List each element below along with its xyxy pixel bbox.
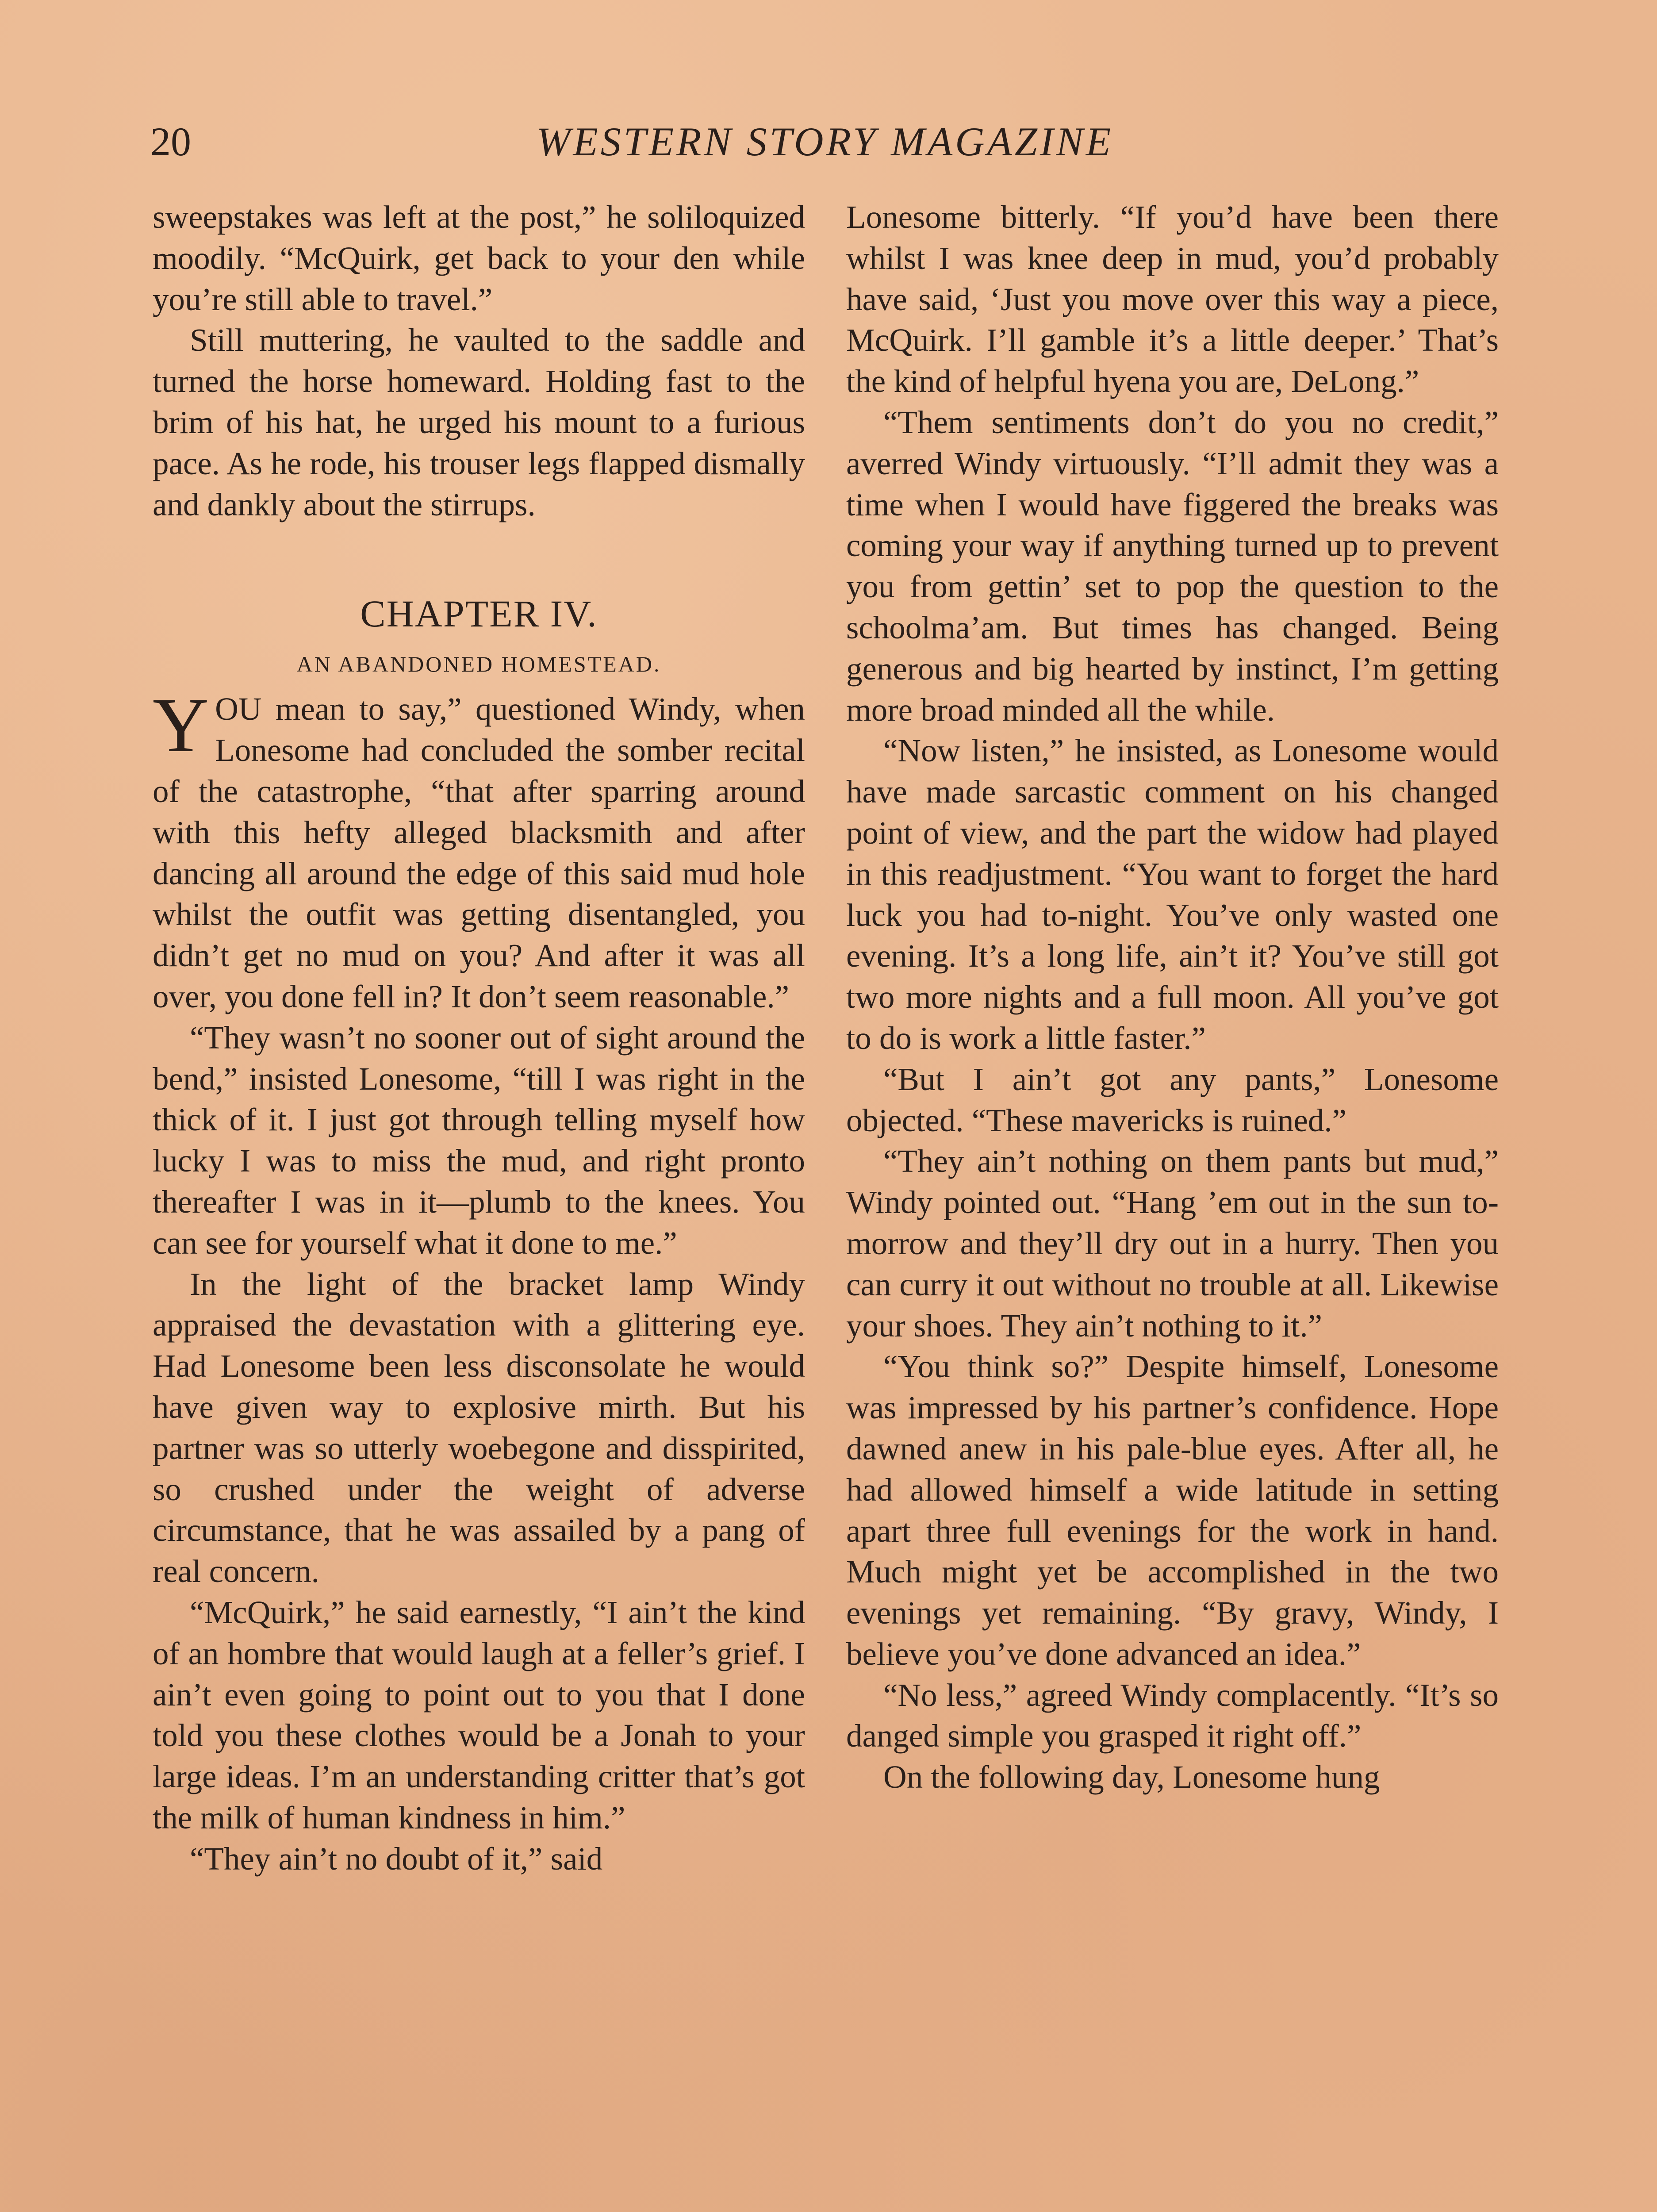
- page-header: [150, 113, 1500, 170]
- paragraph: In the light of the bracket lamp Windy appraised the devastation with a glittering eye. Had Lonesome been less disconsolate he would have given way to explosive mirth. But his partner was so utterly woebegone and disspirited, so crushed under the weight of adverse circumstance, that he was assailed by a pang of real concern.: [153, 1266, 805, 1590]
- paragraph: On the following day, Lonesome hung: [883, 1759, 1380, 1795]
- paragraph: “But I ain’t got any pants,” Lonesome objected. “These mavericks is ruined.”: [846, 1061, 1499, 1138]
- paragraph: “McQuirk,” he said earnestly, “I ain’t the kind of an hombre that would laugh at a feller’s grief. I ain’t even going to point out to you that I done told you these clothes would be a Jonah to your large ideas. I’m an understanding critter that’s got the milk of human kindness in him.”: [153, 1594, 805, 1836]
- drop-cap: Y: [153, 682, 209, 769]
- paragraph: Lonesome bitterly. “If you’d have been there whilst I was knee deep in mud, you’d probably have said, ‘Just you move over this way a piece, McQuirk. I’ll gamble it’s a little deeper.’ That’s the kind of helpful hyena you are, DeLong.”: [846, 199, 1499, 399]
- paragraph: OU mean to say,” questioned Windy, when Lonesome had concluded the somber recital of the catastrophe, “that after sparring around with this hefty alleged blacksmith and after dancing all around the edge of this said mud hole whilst the outfit was getting disentangled, you didn’t get no mud on you? And after it was all over, you done fell in? It don’t seem reasonable.”: [153, 691, 805, 1014]
- paragraph: “Them sentiments don’t do you no credit,” averred Windy virtuously. “I’ll admit they was a time when I would have figgered the breaks was coming your way if anything turned up to prevent you from gettin’ set to pop the question to the schoolma’am. But times has changed. Being generous and big hearted by instinct, I’m getting more broad minded all the while.: [846, 404, 1499, 728]
- paragraph: “No less,” agreed Windy complacently. “It’s so danged simple you grasped it right off.”: [846, 1677, 1499, 1754]
- chapter-subtitle: AN ABANDONED HOMESTEAD.: [296, 652, 661, 677]
- paragraph: “You think so?” Despite himself, Lonesome was impressed by his partner’s confidence. Hope dawned anew in his pale-blue eyes. After all, he had allowed himself a wide latitude in setting apart three full evenings for the work in hand. Much might yet be accomplished in the two evenings yet remaining. “By gravy, Windy, I believe you’ve done advanced an idea.”: [846, 1348, 1499, 1672]
- magazine-title: WESTERN STORY MAGAZINE: [536, 119, 1114, 164]
- paragraph: Still muttering, he vaulted to the saddle and turned the horse homeward. Holding fast to the brim of his hat, he urged his mount to a furious pace. As he rode, his trouser legs flapped dismally and dankly about the stirrups.: [153, 322, 805, 522]
- left-column: [153, 197, 805, 2212]
- chapter-heading: CHAPTER IV.: [360, 592, 598, 635]
- paragraph: “They ain’t nothing on them pants but mud,” Windy pointed out. “Hang ’em out in the sun to-morrow and they’ll dry out in a hurry. Then you can curry it out without no trouble at all. Likewise your shoes. They ain’t nothing to it.”: [846, 1143, 1499, 1344]
- right-column: [846, 197, 1499, 2212]
- paragraph: “They ain’t no doubt of it,” said: [190, 1840, 603, 1877]
- page-number: 20: [150, 119, 191, 164]
- paragraph: “Now listen,” he insisted, as Lonesome would have made sarcastic comment on his changed point of view, and the part the widow had played in this readjustment. “You want to forget the hard luck you had to-night. You’ve only wasted one evening. It’s a long life, ain’t it? You’ve still got two more nights and a full moon. All you’ve got to do is work a little faster.”: [846, 733, 1499, 1056]
- paragraph: sweepstakes was left at the post,” he soliloquized moodily. “McQuirk, get back to your den while you’re still able to travel.”: [153, 199, 805, 317]
- paragraph: “They wasn’t no sooner out of sight around the bend,” insisted Lonesome, “till I was right in the thick of it. I just got through telling myself how lucky I was to miss the mud, and right pronto thereafter I was in it—plumb to the knees. You can see for yourself what it done to me.”: [153, 1019, 805, 1261]
